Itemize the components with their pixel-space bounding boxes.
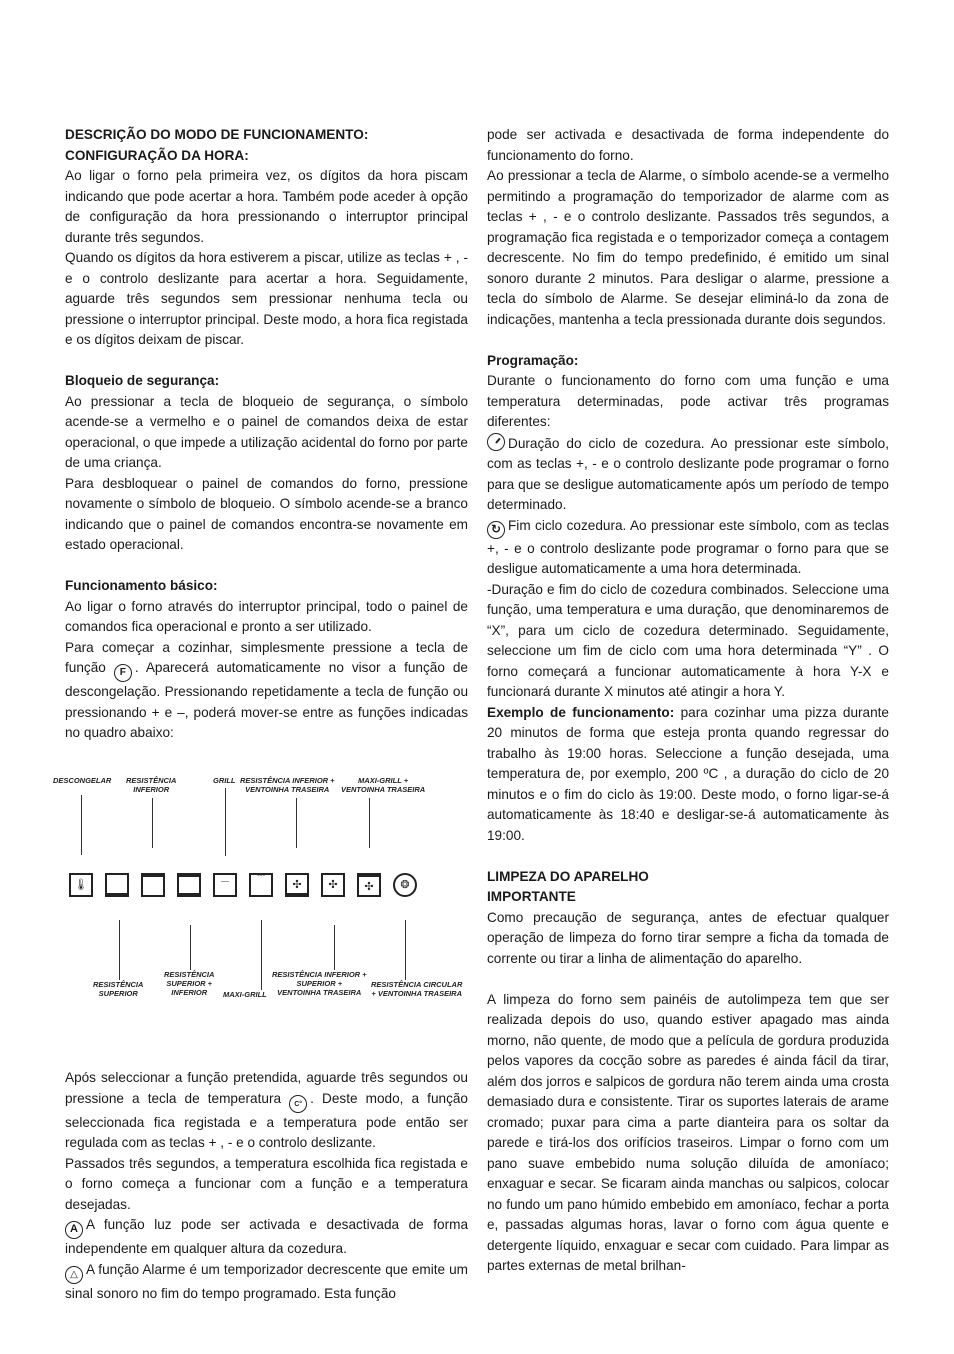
diagram-label: MAXI-GRILL [223, 990, 267, 999]
diagram-label: RESISTÊNCIA INFERIOR + SUPERIOR + VENTOINHA TRASEIRA [272, 970, 367, 997]
bottom-fan-icon: ✣ [285, 873, 309, 897]
paragraph [65, 1215, 468, 1260]
paragraph: Passados três segundos, a temperatura escolhida fica registada e o forno começa a funcionar com a função e a temperatura desejadas. [65, 1155, 468, 1212]
text-span: . Aparecerá automaticamente no visor a função de descongelação. Pressionando repetidamente a tecla de função ou pressionando + e –, poderá mover-se entre as funções indicadas no quadro abaixo: [65, 660, 468, 740]
defrost-icon: 🌡 [69, 873, 93, 897]
alarm-icon [65, 1266, 83, 1284]
right-column [487, 125, 889, 1277]
paragraph: Ao ligar o forno pela primeira vez, os dígitos da hora piscam indicando que pode acertar a hora. Também pode aceder à opção de configuração da hora pressionando o interruptor principal durante três segundos. [65, 168, 468, 245]
diagram-label: RESISTÊNCIA CIRCULAR + VENTOINHA TRASEIRA [371, 980, 463, 998]
section-heading: DESCRIÇÃO DO MODO DE FUNCIONAMENTO: [65, 127, 369, 142]
label-text: DESCONGELAR [53, 776, 112, 785]
top-element-icon [105, 873, 129, 897]
text-span: A função Alarme é um temporizador decrescente que emite um sinal sonoro no fim do tempo programado. Esta função [65, 1261, 468, 1301]
diagram-label: RESISTÊNCIA INFERIOR [126, 776, 177, 794]
paragraph: Quando os dígitos da hora estiverem a piscar, utilize as teclas + , - e o controlo deslizante para acertar a hora. Seguidamente, aguarde três segundos sem pressionar nenhuma tecla ou pressione o interruptor principal. Deste modo, a hora fica registada e os dígitos deixam de piscar. [65, 250, 468, 347]
paragraph: Ao ligar o forno através do interruptor principal, todo o painel de comandos fica operacional e pronto a ser utilizado. [65, 598, 468, 634]
function-key-icon [114, 664, 132, 682]
circular-fan-icon: ❂ [393, 873, 417, 897]
section-heading: CONFIGURAÇÃO DA HORA: [65, 147, 249, 163]
paragraph [487, 516, 889, 580]
maxi-grill-fan-icon: ✣ [357, 873, 381, 897]
paragraph: A limpeza do forno sem painéis de autolimpeza tem que ser realizada depois do uso, quando estiver apagado mas ainda morno, não quente, de modo que a película de gordura produzida pelos vapores da cocção sobre as paredes é ainda fácil da tirar, além dos jorros e salpicos de gordura não terem ainda uma crosta demasiado dura e consistente. Tirar os suportes laterais de arame cromado; puxar para cima a parte dianteira para os soltar da parede e tirá-los dos orifícios traseiros. Limpar o forno com um pano suave embebido numa solução diluída de amoníaco; enxaguar e secar. Se ficaram ainda manchas ou salpicos, colocar no fundo um pano húmido embebido em amoníaco, fechar a porta e, passadas algumas horas, lavar o forno com água quente e detergente líquido, enxaguar e secar com cuidado. Para limpar as partes externas de metal brilhan- [487, 991, 889, 1273]
text-span: Após seleccionar a função pretendida, aguarde três segundos ou pressione a tecla de temperatura [65, 1070, 468, 1106]
diagram-label: RESISTÊNCIA SUPERIOR + INFERIOR [164, 970, 215, 997]
diagram-label: GRILL [213, 776, 236, 785]
paragraph: Como precaução de segurança, antes de efectuar qualquer operação de limpeza do forno tirar sempre a ficha da tomada de corrente ou tirar a linha de alimentação do aparelho. [487, 909, 889, 966]
temperature-key-icon [289, 1095, 307, 1113]
left-column [65, 125, 468, 744]
text-span: para cozinhar uma pizza durante 20 minutos de forma que esteja pronta quando regressar do trabalho às 19:00 horas. Seleccione a função desejada, uma temperatura de, por exemplo, 200 ºC , a duração do ciclo de 20 minutos e o fim do ciclo às 19:00. Deste modo, o forno ligar-se-á automaticamente às 18:40 e desligar-se-á automaticamente às 19:00. [487, 704, 889, 843]
cooking-duration-icon [487, 433, 505, 451]
grill-icon: ﹏ [213, 873, 237, 897]
end-cycle-icon [487, 521, 505, 539]
paragraph: Para desbloquear o painel de comandos do forno, pressione novamente o símbolo de bloqueio. O símbolo acende-se a branco indicando que o painel de comandos encontra-se novamente em estado operacional. [65, 475, 468, 552]
diagram-label: MAXI-GRILL + VENTOINHA TRASEIRA [341, 776, 426, 794]
bottom-element-icon [141, 873, 165, 897]
paragraph [65, 638, 468, 744]
paragraph: Ao pressionar a tecla de Alarme, o símbolo acende-se a vermelho permitindo a programação do temporizador de alarme com as teclas + , - e o controlo deslizante. Passados três segundos, a programação fica registada e o temporizador começa a contagem decrescente. No fim do tempo predefinido, é emitido um sinal sonoro durante 2 minutos. Para desligar o alarme, pressione a tecla do símbolo de Alarme. Se desejar eliminá-lo da zona de indicações, mantenha a tecla pressionada durante dois segundos. [487, 168, 889, 327]
text-span: . Deste modo, a função seleccionada fica registada e a temperatura pode então ser regulada com as teclas + , - e o controlo deslizante. [65, 1090, 468, 1150]
maxi-grill-icon: ﹌ [249, 873, 273, 897]
text-span: Para começar a cozinhar, simplesmente pressione a tecla de função [65, 639, 468, 675]
diagram-label [53, 776, 111, 785]
paragraph: -Duração e fim do ciclo de cozedura combinados. Seleccione uma função, uma temperatura e uma duração, que denominaremos de “X”, para um ciclo de cozedura determinado. Seguidamente, seleccione um fim de ciclo com uma hora determinada “Y” . O forno começará a funcionar automaticamente à hora Y-X e funcionará durante X minutos até atingir a hora Y. [487, 581, 889, 699]
paragraph: Durante o funcionamento do forno com uma função e uma temperatura determinadas, pode activar três programas diferentes: [487, 373, 889, 429]
top-bottom-element-icon [177, 873, 201, 897]
bold-label: Exemplo de funcionamento: [487, 704, 675, 720]
light-icon [65, 1221, 83, 1239]
section-heading: IMPORTANTE [487, 889, 576, 904]
text-span: Duração do ciclo de cozedura. Ao pressionar este símbolo, com as teclas +, - e o controlo deslizante pode programar o forno para que se desligue automaticamente após um período de tempo determinado. [487, 435, 889, 512]
oven-functions-diagram [50, 770, 470, 1010]
top-bottom-fan-icon: ✣ [321, 873, 345, 897]
text-span: Fim ciclo cozedura. Ao pressionar este símbolo, com as teclas +, - e o controlo deslizante pode programar o forno para que se desligue automaticamente a uma hora determinada. [487, 517, 889, 576]
diagram-label: RESISTÊNCIA INFERIOR + VENTOINHA TRASEIRA [240, 776, 335, 794]
paragraph: Ao pressionar a tecla de bloqueio de segurança, o símbolo acende-se a vermelho e o painel de comandos deixa de estar operacional, o que impede a utilização acidental do forno por parte de uma criança. [65, 393, 468, 470]
left-column-lower [65, 1068, 468, 1304]
paragraph [487, 433, 889, 516]
section-heading: Bloqueio de segurança: [65, 373, 220, 388]
section-heading: LIMPEZA DO APARELHO [487, 868, 649, 884]
section-heading: Funcionamento básico: [65, 578, 218, 593]
paragraph: pode ser activada e desactivada de forma independente do funcionamento do forno. [487, 127, 889, 163]
paragraph [487, 703, 889, 847]
paragraph [65, 1068, 468, 1154]
paragraph [65, 1260, 468, 1305]
text-span: A função luz pode ser activada e desactivada de forma independente em qualquer altura da cozedura. [65, 1217, 468, 1256]
section-heading: Programação: [487, 352, 579, 368]
diagram-label: RESISTÊNCIA SUPERIOR [93, 980, 144, 998]
